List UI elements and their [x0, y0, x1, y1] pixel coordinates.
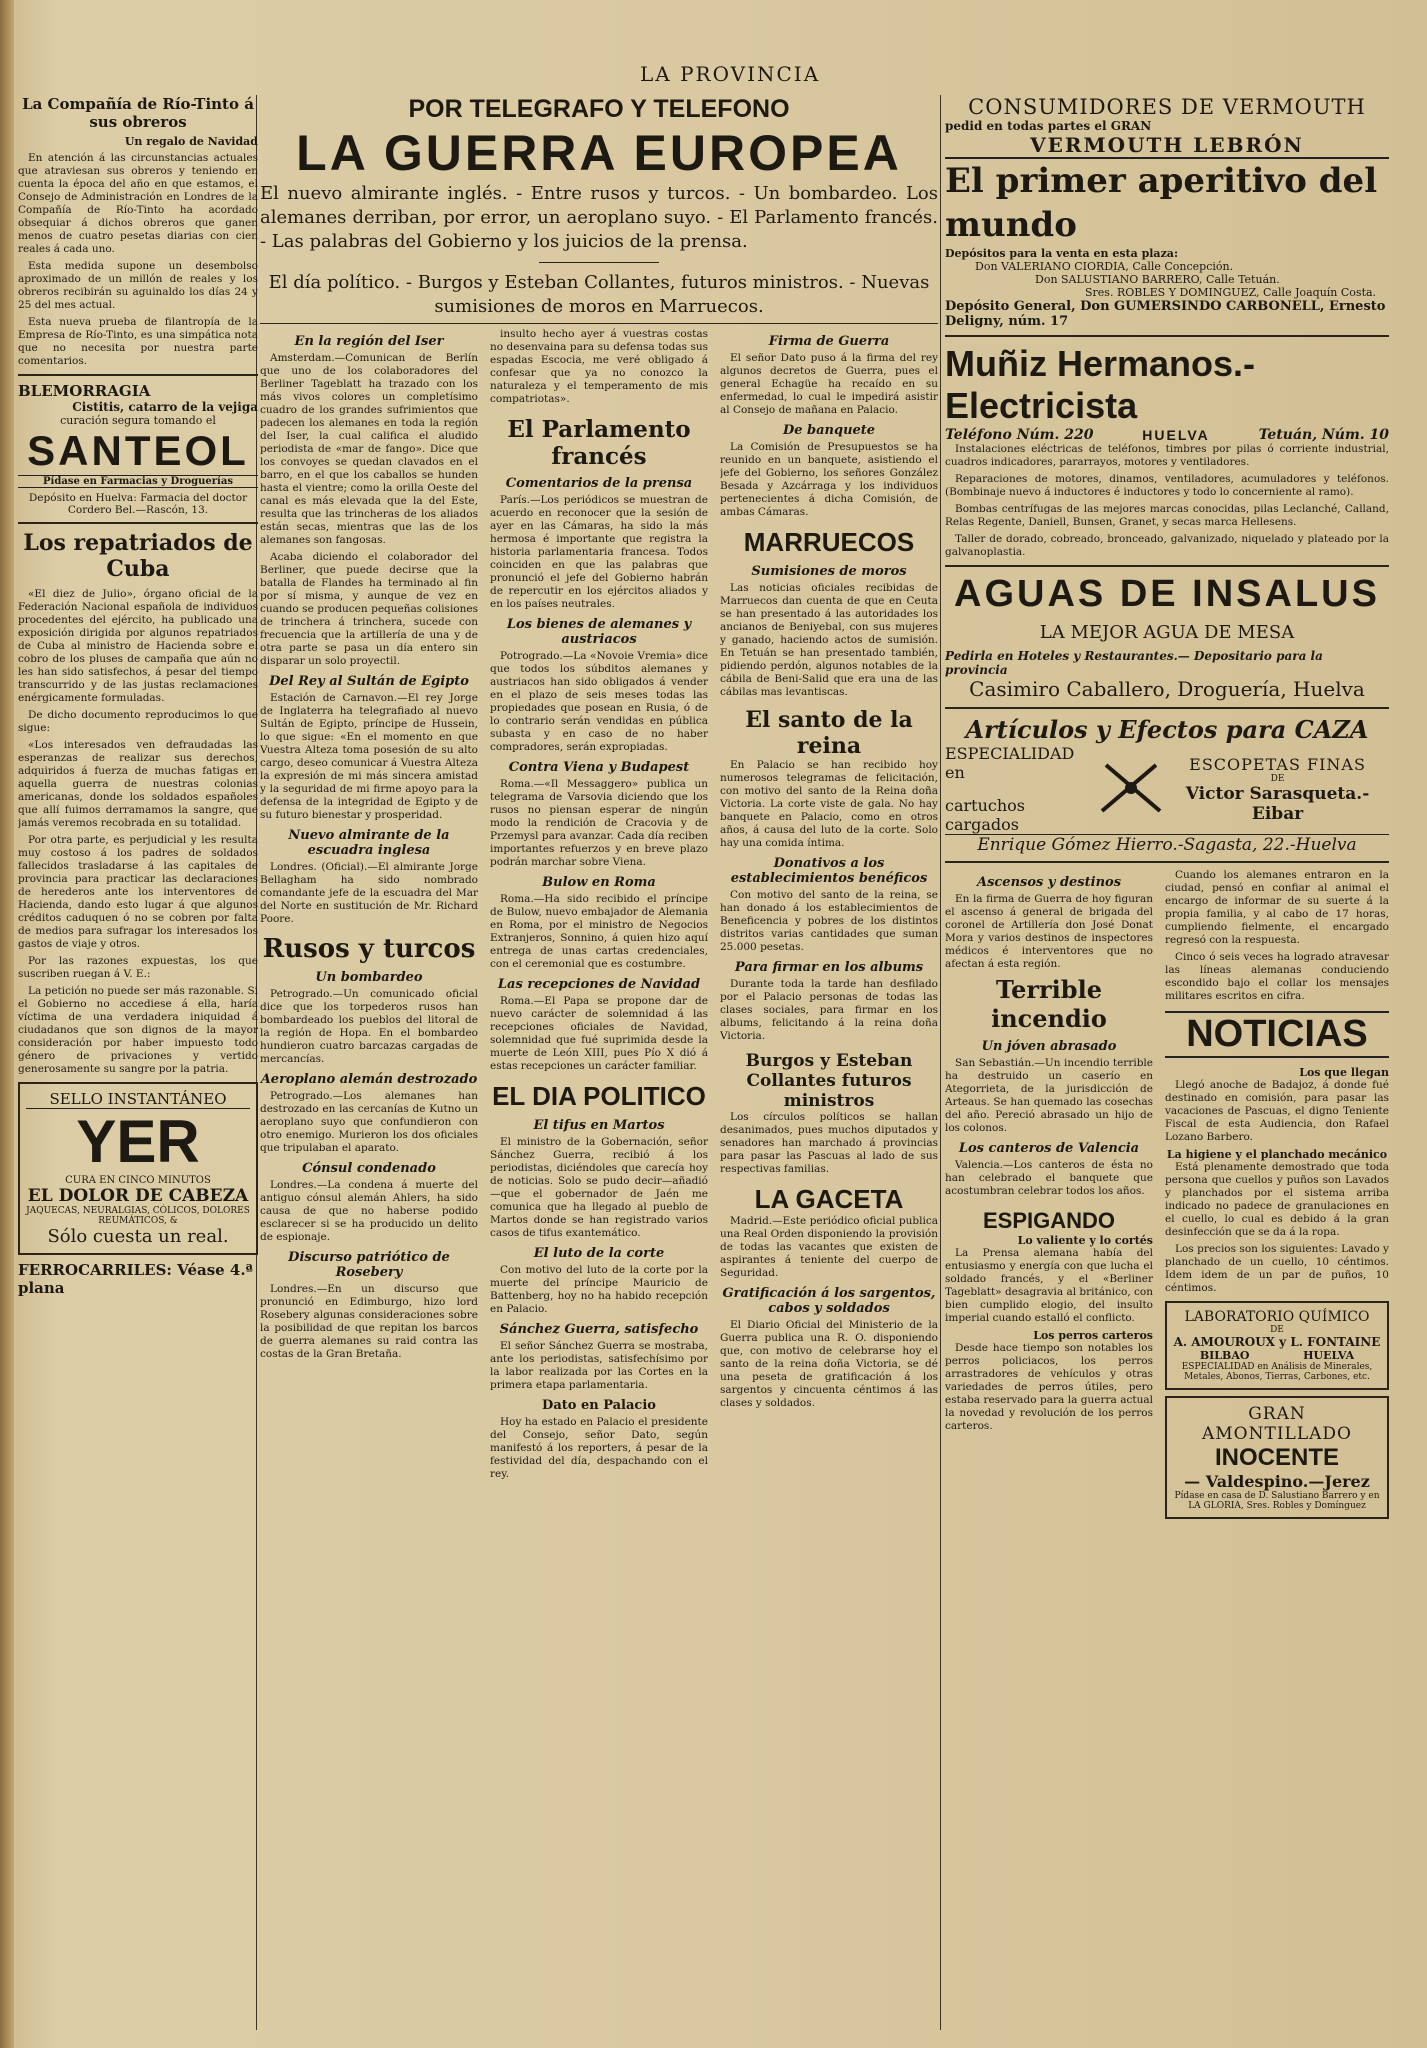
ad-text: INOCENTE: [1214, 1444, 1339, 1471]
rio-subhead: Un regalo de Navidad: [124, 135, 258, 148]
ad-text: BILBAO: [1199, 1349, 1250, 1362]
section-subheading: El tifus en Martos: [533, 1118, 665, 1133]
ad-text: Tetuán, Núm. 10: [1258, 427, 1389, 443]
section-heading: Los canteros de Valencia: [958, 1141, 1140, 1156]
crossed-rifles-icon: [1096, 757, 1166, 821]
section-heading: Discurso patriótico de Rosebery: [288, 1250, 450, 1280]
ad-text: LA MEJOR AGUA DE MESA: [1039, 622, 1295, 643]
ad-text: BLEMORRAGIA: [18, 382, 151, 400]
ad-text: curación segura tomando el: [60, 414, 216, 427]
ad-text: HUELVA: [1142, 427, 1210, 443]
news-paragraph: Llegó anoche de Badajoz, á donde fué destinado en comisión, para pasar las vacaciones de Pascuas, el digno Teniente Fiscal de esta Audiencia, don Rafael Lozano Barbero.: [1165, 1079, 1389, 1143]
section-heading: Del Rey al Sultán de Egipto: [269, 674, 469, 689]
news-paragraph: Roma.—El Papa se propone dar de nuevo carácter de solemnidad á las recepciones oficiales de Navidad, solemnidad que fué suprimida desde la muerte de León XIII, pues Pío X dió á estas recepciones un carácter familiar.: [490, 995, 708, 1072]
cuba-paragraph: «El diez de Julio», órgano oficial de la Federación Nacional española de individuos procedentes del ejército, ha publicado una exposición dirigida por algunos repatriados de Cuba al ministro de Hacienda sobre el cobro de los pluses de campaña que aún no les han sido satisfechos, á pesar del tiempo transcurrido y de las justas reclamaciones enérgicamente formuladas.: [18, 588, 258, 704]
ad-text: Sres. ROBLES Y DOMINGUEZ, Calle Joaquín Costa.: [1085, 286, 1377, 299]
main-news: [260, 95, 938, 2045]
ad-text: SELLO INSTANTÁNEO: [26, 1090, 250, 1109]
section-heading: El Parlamento francés: [507, 416, 691, 470]
news-paragraph: Londres. (Oficial).—El almirante Jorge Bellagham ha sido nombrado comandante jefe de la escuadra del Mar del Norte en sustitución de Mr. Richard Poore.: [260, 861, 478, 925]
news-paragraph: Amsterdam.—Comunican de Berlín que uno de los colaboradores del Berliner Tageblatt ha trazado con los más vivos colores un completísimo cuadro de los grandes sufrimientos que padecen los alemanes en toda la región del Iser, la cual califica el aludido periodista de «mar de fango». Dice que los convoyes se quedan clavados en el barro, en el que los caballos se hunden hasta el vientre; como la orilla Oeste del canal es más elevada que la del Este, resulta que las trincheras de los aliados están secas, mientras que las de los alemanes son fangosas.: [260, 352, 478, 546]
ad-text: Bombas centrífugas de las mejores marcas conocidas, pilas Leclanché, Calland, Relas Regente, Daniell, Bunsen, Granet, y secas marca Hellesens.: [945, 503, 1389, 528]
news-subcolumn: [490, 328, 708, 1858]
ad-text: Casimiro Caballero, Droguería, Huelva: [969, 677, 1365, 701]
cuba-paragraph: «Los interesados ven defraudadas las esperanzas de realizar sus derechos, adquiridos á fuerza de muchas fatigas en aquella guerra de nuestras colonias americanas, donde los soldados españoles que allí fuimos derramamos la sangre, que jamás veremos recobrada en su totalidad.: [18, 739, 258, 829]
ad-title: Muñiz Hermanos.-Electricista: [945, 343, 1256, 426]
news-paragraph: Londres.—En un discurso que pronunció en Edimburgo, hizo lord Rosebery algunas consideraciones sobre la posibilidad de que repitan los barcos de guerra alemanes su raid contra las costas de la Gran Bretaña.: [260, 1283, 478, 1360]
ad-text: Sólo cuesta un real.: [47, 1226, 229, 1247]
rio-paragraph: Esta medida supone un desembolso aproximado de un millón de reales y los obreros recibirán su aguinaldo los días 24 y 25 del mes actual.: [18, 260, 258, 311]
news-paragraph: Cinco ó seis veces ha logrado atravesar las líneas alemanas conduciendo escondido bajo el collar los mensajes militares escritos en cifra.: [1165, 951, 1389, 1002]
left-column: [18, 95, 258, 2045]
news-paragraph: Los círculos políticos se hallan desanimados, pues muchos diputados y senadores han marchado á provincias para pasar las Pascuas al lado de sus respectivas familias.: [720, 1111, 938, 1175]
insalus-ad: [945, 573, 1389, 701]
news-subcolumn: [260, 328, 478, 1858]
news-paragraph: Petrogrado.—Un comunicado oficial dice que los torpederos rusos han bombardeado los pueblos del litoral de la región de Hopa. En el bombardeo hundieron cuatro barcazas cargadas de mercancías.: [260, 988, 478, 1065]
news-paragraph: Con motivo del santo de la reina, se han donado á los establecimientos de Beneficencia y pobres de los distintos distritos varias cantidades que suman 25.000 pesetas.: [720, 889, 938, 953]
section-subheading: Un bombardeo: [315, 970, 423, 985]
ad-text: Enrique Gómez Hierro.-Sagasta, 22.-Huelva: [945, 834, 1389, 855]
santeol-logo: SANTEOL: [27, 427, 249, 474]
news-paragraph: La Prensa alemana había del entusiasmo y energía con que lucha el soldado francés, y el «Berliner Tageblatt» desagravia al británico, con bien cumplido elogio, del insulto imperial cuando estalló el conflicto.: [945, 1247, 1153, 1324]
section-heading: Terrible incendio: [991, 975, 1107, 1033]
section-heading: Donativos a los establecimientos benéficos: [730, 856, 928, 886]
ad-text: Depósitos para la venta en esta plaza:: [945, 247, 1178, 260]
ad-text: Teléfono Núm. 220: [945, 427, 1094, 443]
ad-text: VERMOUTH LEBRÓN: [945, 133, 1389, 159]
section-heading: Para firmar en los albums: [734, 960, 924, 975]
section-heading: Aeroplano alemán destrozado: [260, 1072, 478, 1087]
section-heading: MARRUECOS: [743, 527, 915, 557]
news-paragraph: El ministro de la Gobernación, señor Sánchez Guerra, recibió á los periodistas, diciéndoles que carecía hoy de noticias. Solo se pudo decir—añadió—que el gobernador de Jaén me comunica que ha llegado al pueblo de Martos donde se han registrado varios casos de tifus exantemático.: [490, 1136, 708, 1239]
news-paragraph: El señor Dato puso á la firma del rey algunos decretos de Guerra, pues el general Echagüe ha recaído en su enfermedad, lo cual le impedirá asistir al Consejo de mañana en Palacio.: [720, 352, 938, 416]
ad-text: Reparaciones de motores, dinamos, ventiladores, acumuladores y teléfonos. (Bombinaje nuevo á inductores é inductores y todo lo concerniente al ramo).: [945, 473, 1389, 498]
section-heading: Bulow en Roma: [542, 875, 656, 890]
vermouth-ad: [945, 95, 1389, 329]
ad-text: Victor Sarasqueta.-Eibar: [1185, 783, 1370, 824]
section-heading: Las recepciones de Navidad: [497, 977, 701, 992]
amontillado-ad: [1165, 1396, 1389, 1519]
news-paragraph: Petrogrado.—Los alemanes han destrozado en las cercanías de Kutno un aeroplano suyo que confundieron con otro enemigo. Murieron los dos oficiales que tripulaban el aparato.: [260, 1090, 478, 1154]
news-paragraph: Con motivo del luto de la corte por la muerte del príncipe Mauricio de Battenberg, hoy no ha habido recepción en Palacio.: [490, 1264, 708, 1315]
ad-text: Don VALERIANO CIORDIA, Calle Concepción.: [975, 260, 1234, 273]
section-heading: El santo de la reina: [745, 707, 913, 759]
news-paragraph: Roma.—«Il Messaggero» publica un telegrama de Varsovia diciendo que los rusos no piensan esperar de ningún modo la rendición de Cracovia y de Przemysl para avanzar. Cada día reciben importantes refuerzos y en breve plazo podrán marchar sobre Viena.: [490, 778, 708, 868]
section-heading: LA GACETA: [754, 1184, 904, 1214]
cuba-paragraph: Por otra parte, es perjudicial y les resulta muy costoso á los padres de soldados fallecidos trasladarse á las capitales de provincia para practicar las declaraciones de herederos ante los interventores de Hacienda, dando esto lugar á que algunos créditos caduquen ó no se cobren por falta de medios para sufragar los interesados los gastos de viaje y otros.: [18, 834, 258, 950]
deck: El nuevo almirante inglés. - Entre rusos y turcos. - Un bombardeo. Los alemanes derriban, por error, un aeroplano suyo. - El Parlamento francés. - Las palabras del Gobierno y los juicios de la prensa.: [260, 183, 938, 252]
news-paragraph: La Comisión de Presupuestos se ha reunido en un banquete, asistiendo el jefe del Gobierno, los señores González Besada y Azcárraga y los individuos pertenecientes á dicha Comisión, de ambas Cámaras.: [720, 441, 938, 518]
section-heading: ESPIGANDO: [982, 1208, 1116, 1233]
ad-text: ESPECIALIDAD en Análisis de Minerales, Metales, Abonos, Tierras, Carbones, etc.: [1181, 1362, 1373, 1382]
news-paragraph: Durante toda la tarde han desfilado por el Palacio personas de todas las clases sociales, para firmar en los albums, felicitando á la reina doña Victoria.: [720, 978, 938, 1042]
ad-text: Taller de dorado, cobreado, bronceado, galvanizado, niquelado y plateado por la galvanoplastia.: [945, 533, 1389, 558]
ad-text: Cistitis, catarro de la vejiga: [72, 400, 258, 414]
news-subcolumn: [945, 869, 1153, 1437]
ad-text: Don SALUSTIANO BARRERO, Calle Tetuán.: [1035, 273, 1280, 286]
ad-text: JAQUECAS, NEURALGIAS, CÓLICOS, DOLORES REUMÁTICOS, &: [26, 1206, 250, 1226]
section-heading: En la región del Iser: [294, 334, 444, 349]
ad-text: DE: [1270, 1325, 1284, 1335]
section-heading: El luto de la corte: [533, 1246, 665, 1261]
ad-text: Pídase en casa de D. Salustiano Barrero y en LA GLORIA, Sres. Robles y Domínguez: [1174, 1491, 1380, 1511]
section-heading: Sánchez Guerra, satisfecho: [499, 1322, 699, 1337]
section-heading: Contra Viena y Budapest: [508, 760, 690, 775]
muniz-ad: [945, 343, 1389, 559]
section-heading: Los que llegan: [1299, 1066, 1389, 1079]
kicker: POR TELEGRAFO Y TELEFONO: [408, 95, 790, 123]
yer-ad: [18, 1082, 258, 1255]
section-heading: Ascensos y destinos: [976, 875, 1122, 890]
section-heading: La higiene y el planchado mecánico: [1166, 1148, 1388, 1161]
ad-text: CONSUMIDORES DE VERMOUTH: [968, 95, 1366, 119]
news-paragraph: Cuando los alemanes entraron en la ciudad, pensó en confiar al animal el encargo de informar de su suerte á la propia familia, y al cabo de 17 horas, cumpliendo fielmente, el encargado regresó con la respuesta.: [1165, 869, 1389, 946]
news-paragraph: En Palacio se han recibido hoy numerosos telegramas de felicitación, con motivo del santo de la Reina doña Victoria. La corte viste de gala. No hay banquete en Palacio, como en otros años, á causa del luto de la corte. Solo hay una comida íntima.: [720, 759, 938, 849]
news-subcolumns: [260, 328, 938, 1858]
ad-text: Pedirla en Hoteles y Restaurantes.— Depositario para la provincia: [945, 649, 1323, 677]
ad-text: cartuchos cargados: [945, 796, 1025, 834]
ad-text: A. AMOUROUX y L. FONTAINE: [1173, 1335, 1381, 1349]
ad-text: HUELVA: [1303, 1349, 1355, 1362]
section-heading: Burgos y Esteban Collantes futuros ministros: [745, 1051, 913, 1111]
page-fold-shadow: [0, 0, 14, 2048]
right-column: [945, 95, 1389, 2045]
news-paragraph: Hoy ha estado en Palacio el presidente del Consejo, señor Dato, según manifestó á los reporters, á pesar de la festividad del día, despachando con el rey.: [490, 1416, 708, 1480]
cuba-paragraph: De dicho documento reproducimos lo que sigue:: [18, 709, 258, 734]
ad-text: Pídase en Farmacias y Droguerías: [18, 475, 258, 488]
section-heading: Rusos y turcos: [262, 934, 476, 964]
ad-title: AGUAS DE INSALUS: [954, 573, 1380, 615]
ad-text: CURA EN CINCO MINUTOS: [65, 1175, 211, 1186]
news-paragraph: Valencia.—Los canteros de ésta no han celebrado el banquete que acostumbran celebrar todos los años.: [945, 1159, 1153, 1197]
section-heading: Dato en Palacio: [542, 1398, 656, 1413]
right-subcolumns: [945, 869, 1389, 1969]
caza-ad: [945, 715, 1389, 855]
deck: El día político. - Burgos y Esteban Collantes, futuros ministros. - Nuevas sumisiones de moros en Marruecos.: [268, 272, 930, 317]
cuba-paragraph: La petición no puede ser más razonable. Si el Gobierno no accediese á ella, haría víctima de una verdadera iniquidad á ciudadanos que son dignos de la mayor consideración por haber impuesto todo género de privaciones y vertido generosamente su sangre por la patria.: [18, 985, 258, 1075]
cuba-paragraph: Por las razones expuestas, los que suscriben ruegan á V. E.:: [18, 955, 258, 980]
section-heading: Nuevo almirante de la escuadra inglesa: [288, 828, 450, 858]
main-headline: LA GUERRA EUROPEA: [296, 125, 902, 181]
section-heading: Gratificación á los sargentos, cabos y soldados: [722, 1286, 936, 1316]
news-paragraph: Potrogrado.—La «Novoie Vremia» dice que todos los súbditos alemanes y austriacos han sido obligados á vender en el plazo de seis meses todas las propiedades que posean en Rusia, ó de lo contrario serán vendidas en pública subasta y en caso de no haber compradores, serán expropiadas.: [490, 650, 708, 753]
ad-text: Depósito General, Don GUMERSINDO CARBONELL, Ernesto Deligny, núm. 17: [945, 299, 1386, 329]
section-subheading: Un jóven abrasado: [981, 1039, 1117, 1054]
section-heading: De banquete: [782, 423, 876, 438]
ad-text: pedid en todas partes el GRAN: [945, 119, 1152, 133]
ad-text: ESPECIALIDAD en: [945, 744, 1075, 782]
news-paragraph: Madrid.—Este periódico oficial publica una Real Orden disponiendo la provisión de todas las vacantes que existen de aspirantes á teniente del cuerpo de Seguridad.: [720, 1215, 938, 1279]
section-heading: Firma de Guerra: [768, 334, 890, 349]
ad-text: EL DOLOR DE CABEZA: [27, 1186, 249, 1206]
section-heading: Los bienes de alemanes y austriacos: [506, 617, 692, 647]
rio-headline: La Compañía de Río-Tinto á sus obreros: [22, 95, 254, 131]
section-heading: Cónsul condenado: [302, 1161, 436, 1176]
news-paragraph: Roma.—Ha sido recibido el príncipe de Bulow, nuevo embajador de Alemania en Roma, por el ministro de Negocios Extranjeros, Sonnino, á quien hizo aquí entrega de unas cartas credenciales, con el ceremonial que es costumbre.: [490, 893, 708, 970]
news-paragraph: Los precios son los siguientes: Lavado y planchado de un cuello, 10 céntimos. Idem idem de un par de puños, 10 céntimos.: [1165, 1243, 1389, 1294]
ad-slogan: El primer aperitivo del mundo: [945, 161, 1378, 245]
news-paragraph: Acaba diciendo el colaborador del Berliner, que puede decirse que la batalla de Flandes ha terminado al fin por sí misma, y aunque de vez en cuando se producen pequeñas colisiones de trinchera á trinchera, sucede con frecuencia que la artillería de una y de otra parte se pasa un día entero sin disparar un solo proyectil.: [260, 551, 478, 667]
cuba-headline: Los repatriados de Cuba: [23, 530, 253, 582]
news-paragraph: Estación de Carnavon.—El rey Jorge de Inglaterra ha telegrafiado al nuevo Sultán de Egipto, príncipe de Hussein, lo que sigue: «En el momento en que Vuestra Alteza toma posesión de su alto cargo, deseo comunicar á Vuestra Alteza la expresión de mi más sincera amistad y la seguridad de mi firme apoyo para la defensa de la integridad de Egipto y de su futuro bienestar y prosperidad.: [260, 692, 478, 821]
ad-text: LABORATORIO QUÍMICO: [1184, 1309, 1370, 1325]
news-paragraph: El señor Sánchez Guerra se mostraba, ante los periodistas, satisfechísimo por la labor realizada por las Cortes en la primera etapa parlamentaria.: [490, 1340, 708, 1391]
santeol-ad: [18, 382, 258, 516]
news-paragraph: Desde hace tiempo son notables los perros policiacos, los perros arrastradores de vehículos y otras variedades de perros útiles, pero estaba reservado para la guerra actual la novedad y revolución de los perros carteros.: [945, 1342, 1153, 1432]
column-rule: [940, 95, 941, 2030]
news-paragraph: En la firma de Guerra de hoy figuran el ascenso á general de brigada del coronel de Artillería don José Donat Mora y varios destinos de inspectores médicos é interventores que no afectan á esta región.: [945, 893, 1153, 970]
news-paragraph: insulto hecho ayer á vuestras costas no desenvaina para su defensa todas sus espadas Escocia, me veré obligado á confesar que ya no conozco la naturaleza y el temperamento de mis compatriotas».: [490, 328, 708, 405]
section-subheading: Sumisiones de moros: [751, 564, 907, 579]
news-paragraph: San Sebastián.—Un incendio terrible ha destruido un caserío en Ategorrieta, de la jurisdicción de Arteaus. Se han quemado las cosechas del año. Pereció abrasado un hijo de los colonos.: [945, 1057, 1153, 1134]
yer-logo: YER: [76, 1108, 200, 1175]
ad-text: Instalaciones eléctricas de teléfonos, timbres por pilas ó corriente industrial, cuadros indicadores, pararrayos, motores y ventiladores.: [945, 443, 1389, 468]
ad-text: GRAN AMONTILLADO: [1202, 1404, 1352, 1444]
section-subheading: Lo valiente y lo cortés: [1017, 1234, 1153, 1247]
ad-text: — Valdespino.—Jerez: [1184, 1472, 1370, 1491]
news-paragraph: Las noticias oficiales recibidas de Marruecos dan cuenta de que en Ceuta se han presentado á las autoridades los ancianos de Beniyebal, con sus mujeres y ganado, haciendo actos de sumisión. En Tetuán se han presentado también, pidiendo perdón, algunos notables de la cábila de Beni-Salid que era una de las cábilas mas levantiscas.: [720, 582, 938, 698]
laboratorio-ad: [1165, 1301, 1389, 1390]
ferrocarriles-notice: FERROCARRILES: Véase 4.ª plana: [18, 1261, 253, 1297]
ad-text: Depósito en Huelva: Farmacia del doctor Cordero Bel.—Rascón, 13.: [28, 492, 248, 516]
ad-text: ESCOPETAS FINAS: [1189, 754, 1366, 774]
masthead: LA PROVINCIA: [640, 62, 821, 86]
section-heading: EL DIA POLITICO: [492, 1081, 706, 1111]
rio-paragraph: Esta nueva prueba de filantropía de la Empresa de Río-Tinto, es una simpática nota que no necesita por nuestra parte comentarios.: [18, 316, 258, 367]
ad-title: Artículos y Efectos para CAZA: [965, 715, 1369, 744]
noticias-header: NOTICIAS: [1165, 1011, 1389, 1058]
ad-text: DE: [1270, 773, 1285, 784]
news-subcolumn: [720, 328, 938, 1858]
rio-paragraph: En atención á las circunstancias actuales que atraviesan sus obreros y teniendo en cuenta la época del año en que estamos, el Consejo de Administración en Londres de la Compañía de Río-Tinto ha acordado obsequiar á dichos obreros que ganen menos de cuatro pesetas diarias con cien reales á cada uno.: [18, 152, 258, 255]
section-heading: Los perros carteros: [1033, 1329, 1153, 1342]
news-paragraph: París.—Los periódicos se muestran de acuerdo en reconocer que la sesión de ayer en las Cámaras, ha sido la más hermosa é importante que registra la historia parlamentaria francesa. Todos coinciden en que las palabras que pronunció el jefe del Gobierno habrán de repercutir en los ejércitos aliados y en los países neutrales.: [490, 494, 708, 610]
news-paragraph: El Diario Oficial del Ministerio de la Guerra publica una R. O. disponiendo que, con motivo de celebrarse hoy el santo de la reina doña Victoria, se dé una peseta de gratificación á los sargentos y cincuenta céntimos á las clases y soldados.: [720, 1319, 938, 1409]
news-paragraph: Está plenamente demostrado que toda persona que cuellos y puños son Lavados y planchados por el sistema arriba indicado no padece de granulaciones en el cuello, lo cual es debido á la gran desinfección que se da á la ropa.: [1165, 1161, 1389, 1238]
news-paragraph: Londres.—La condena á muerte del antiguo cónsul alemán Ahlers, ha sido causa de que no haberse podido esclarecer si se ha producido un delito de espionaje.: [260, 1179, 478, 1243]
section-subheading: Comentarios de la prensa: [505, 476, 693, 491]
news-subcolumn: [1165, 869, 1389, 1525]
